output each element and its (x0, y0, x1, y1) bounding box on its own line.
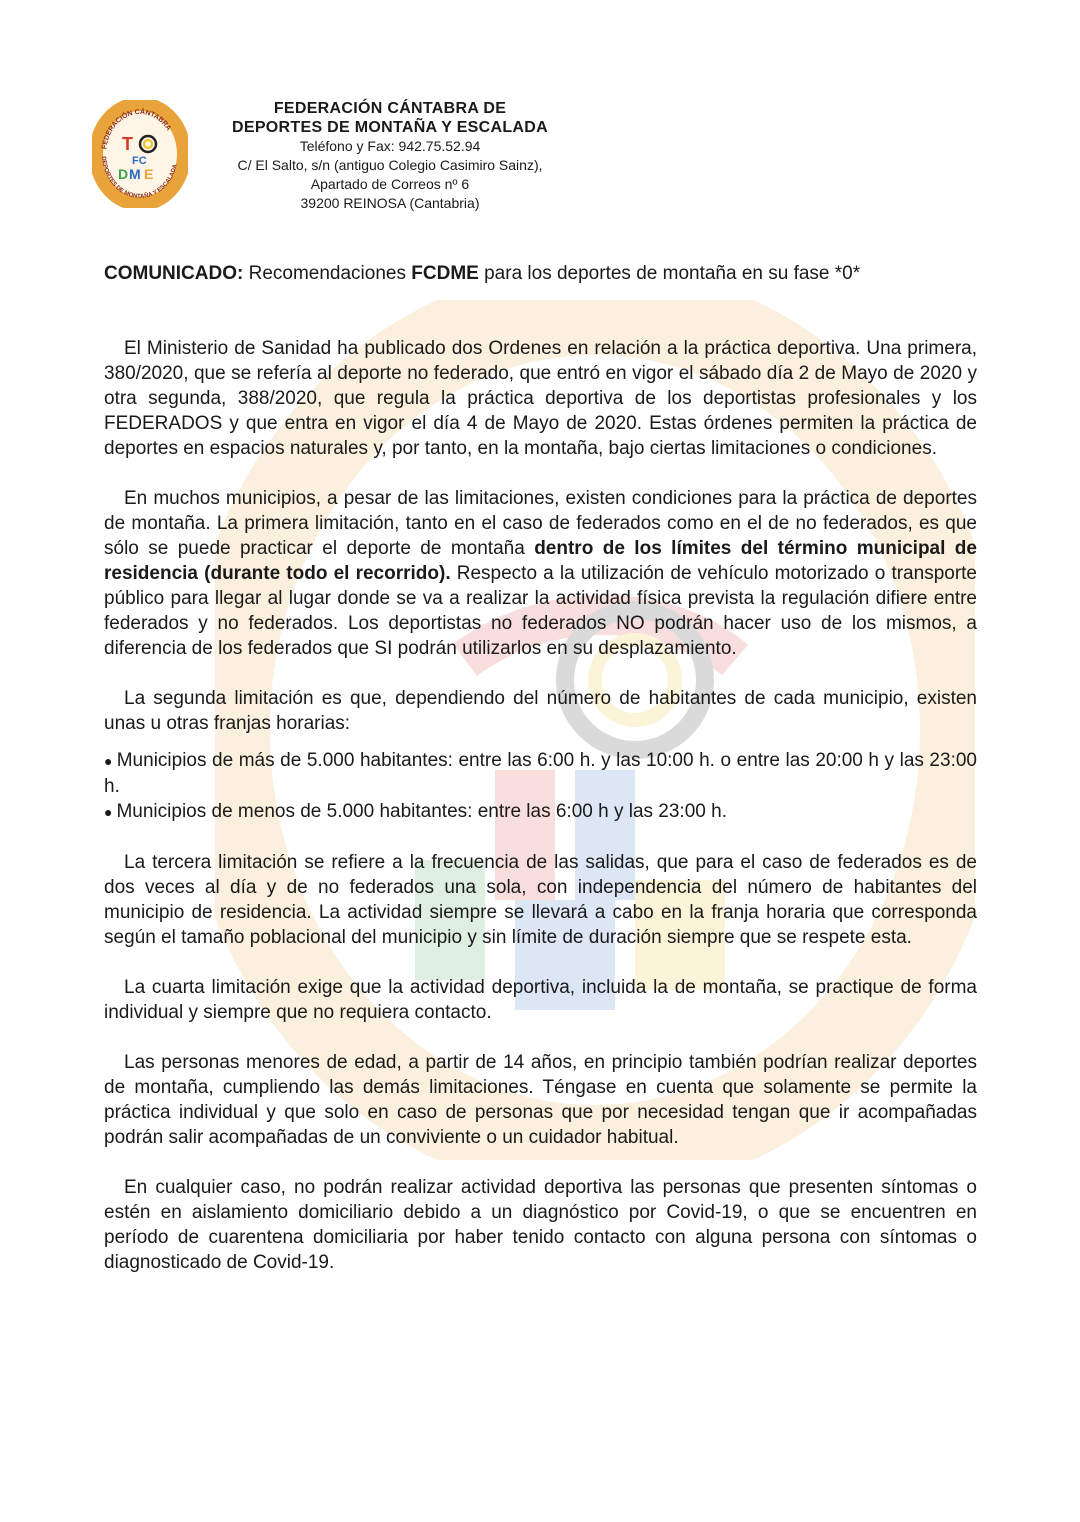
first-limitation-text-a: En muchos municipios, a pesar de las limitaciones, existen condiciones para la práctica de deportes de montaña. La primera limitación, tanto en el caso de federados como en el de no federados, es que sólo se puede practicar el deporte de montaña (104, 488, 977, 559)
first-limitation-bold: dentro de los límites del término municipal de residencia (durante todo el recorrido). (104, 538, 977, 584)
federation-name-line1: FEDERACIÓN CÁNTABRA DE (273, 100, 507, 117)
letterhead (190, 99, 590, 213)
paragraph-fourth-limitation: La cuarta limitación exige que la actividad deportiva, incluida la de montaña, se practique de forma individual y siempre que no requiera contacto. (104, 977, 977, 1023)
list-item (104, 799, 977, 825)
federation-name-line2: DEPORTES DE MONTAÑA Y ESCALADA (232, 119, 548, 136)
po-box: Apartado de Correos nº 6 (310, 176, 470, 192)
time-slot-list (104, 748, 977, 825)
svg-text:T: T (122, 134, 133, 154)
logo-ring-bottom-text: DEPORTES DE MONTAÑA Y ESCALADA (100, 156, 179, 201)
paragraph-covid-exclusion: En cualquier caso, no podrán realizar actividad deportiva las personas que presenten síntomas o estén en aislamiento domiciliario debido a un diagnóstico por Covid-19, o que se encuentren en período de cuarentena domiciliaria por haber tenido contacto con alguna persona con síntomas o diagnosticado de Covid-19. (104, 1177, 977, 1273)
announcement-label: COMUNICADO: (104, 263, 244, 284)
paragraph-third-limitation: La tercera limitación se refiere a la frecuencia de las salidas, que para el caso de federados es de dos veces al día y de no federados una sola, con independencia del número de habitantes del municipio de residencia. La actividad siempre se llevará a cabo en la franja horaria que corresponda según el tamaño poblacional del municipio y sin límite de duración siempre que se respete esta. (104, 852, 977, 948)
paragraph-first-limitation (104, 486, 977, 661)
bullet-large-municipalities: Municipios de más de 5.000 habitantes: entre las 6:00 h. y las 10:00 h. o entre las 20:00 h y las 23:00 h. (104, 750, 977, 797)
logo-ring-top-text: FEDERACIÓN CÁNTABRA (101, 108, 172, 150)
fcdme-logo (92, 100, 188, 208)
paragraph-ministry-orders: El Ministerio de Sanidad ha publicado dos Ordenes en relación a la práctica deportiva. Una primera, 380/2020, que se refería al deporte no federado, que entró en vigor el sábado día 2 de Mayo de 2020 y otra segunda, 388/2020, que regula la práctica deportiva de los deportistas profesionales y los FEDERADOS y que entra en vigor el día 4 de Mayo de 2020. Estas órdenes permiten la práctica de deportes en espacios naturales y, por tanto, en la montaña, bajo ciertas limitaciones o condiciones. (104, 338, 977, 459)
announcement-text-pre: Recomendaciones (243, 263, 412, 284)
bullet-icon: ● (104, 753, 113, 769)
first-limitation-text-b: Respecto a la utilización de vehículo motorizado o transporte público para llegar al lugar donde se va a realizar la actividad física prevista la regulación difiere entre federados y no federados. Los deportistas no federados NO podrán hacer uso de los mismos, a diferencia de los federados que SI podrán utilizarlos en su desplazamiento. (104, 563, 977, 659)
announcement-title (104, 262, 984, 286)
list-item (104, 748, 977, 799)
bullet-icon: ● (104, 804, 113, 820)
announcement-text-post: para los deportes de montaña en su fase *0* (478, 263, 861, 284)
svg-text:D: D (118, 166, 129, 182)
svg-text:FC: FC (132, 155, 147, 167)
announcement-org: FCDME (411, 263, 479, 284)
paragraph-minors: Las personas menores de edad, a partir de 14 años, en principio también podrían realizar deportes de montaña, cumpliendo las demás limitaciones. Téngase en cuenta que solamente se permite la práctica individual y que solo en caso de personas que por necesidad tengan que ir acompañadas podrán salir acompañadas de un conviviente o un cuidador habitual. (104, 1052, 977, 1148)
bullet-small-municipalities: Municipios de menos de 5.000 habitantes: entre las 6:00 h y las 23:00 h. (116, 801, 727, 822)
svg-text:E: E (144, 166, 154, 182)
svg-text:M: M (129, 166, 141, 182)
city-postcode: 39200 REINOSA (Cantabria) (300, 195, 480, 211)
paragraph-second-limitation: La segunda limitación es que, dependiendo del número de habitantes de cada municipio, existen unas u otras franjas horarias: (104, 688, 977, 734)
street-address: C/ El Salto, s/n (antiguo Colegio Casimiro Sainz), (237, 157, 543, 173)
phone-fax: Teléfono y Fax: 942.75.52.94 (299, 138, 481, 154)
document-body (104, 336, 977, 1300)
